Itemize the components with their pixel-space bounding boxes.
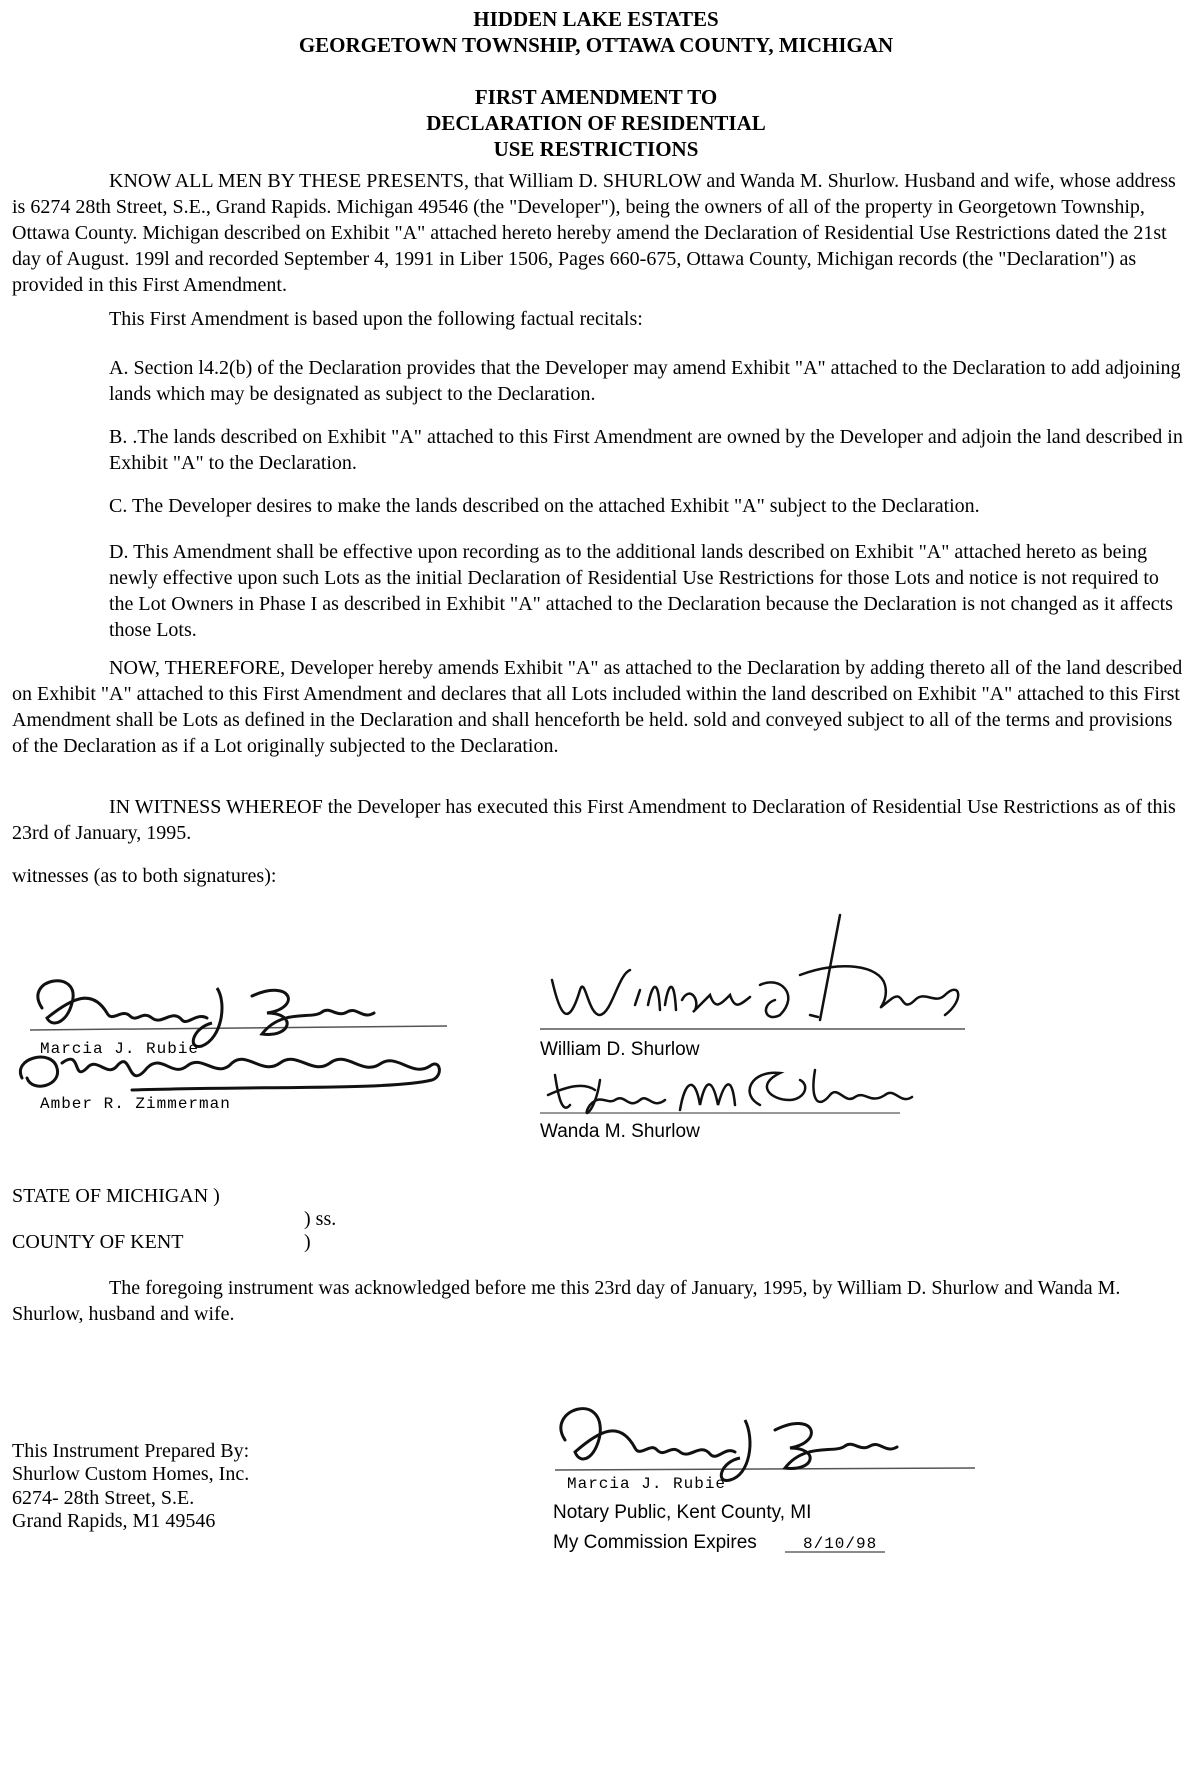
recitals-intro: This First Amendment is based upon the following factual recitals: bbox=[109, 308, 643, 330]
in-witness-paragraph: IN WITNESS WHEREOF the Developer has executed this First Amendment to Declaration of Residential Use Restrictions as of this 23rd of January, 1995. bbox=[12, 796, 1176, 844]
notary-signature-stamp bbox=[545, 1380, 1105, 1580]
owner-1-printed-name: William D. Shurlow bbox=[540, 1039, 700, 1060]
prepared-by-label: This Instrument Prepared By: bbox=[12, 1440, 250, 1462]
prepared-by-company: Shurlow Custom Homes, Inc. bbox=[12, 1463, 250, 1485]
header-line-4: DECLARATION OF RESIDENTIAL bbox=[426, 111, 766, 135]
witness-1-typed-name: Marcia J. Rubie bbox=[40, 1040, 200, 1058]
recital-c: C. The Developer desires to make the lands described on the attached Exhibit "A" subject to the Declaration. bbox=[109, 495, 980, 517]
document-header bbox=[0, 6, 1192, 162]
recital-d: D. This Amendment shall be effective upon recording as to the additional lands described on Exhibit "A" attached hereto as being newly effective upon such Lots as the initial Declaration of Residential Use Restrictions for those Lots and notice is not required to the Lot Owners in Phase I as described in Exhibit "A" attached to the Declaration because the Declaration is not changed as it affects those Lots. bbox=[109, 541, 1173, 641]
acknowledgment-paragraph: The foregoing instrument was acknowledged before me this 23rd day of January, 1995, by William D. Shurlow and Wanda M. Shurlow, husband and wife. bbox=[12, 1277, 1121, 1325]
witness-signatures bbox=[12, 968, 512, 1133]
owner-signatures bbox=[540, 905, 980, 1145]
notary-commission-date: 8/10/98 bbox=[803, 1535, 878, 1553]
prepared-by-city: Grand Rapids, M1 49546 bbox=[12, 1510, 216, 1532]
notary-typed-name: Marcia J. Rubie bbox=[567, 1475, 727, 1493]
recital-b: B. .The lands described on Exhibit "A" attached to this First Amendment are owned by the Developer and adjoin the land described in Exhibit "A" to the Declaration. bbox=[109, 426, 1183, 474]
witness-2-typed-name: Amber R. Zimmerman bbox=[40, 1095, 231, 1113]
intro-paragraph: KNOW ALL MEN BY THESE PRESENTS, that William D. SHURLOW and Wanda M. Shurlow. Husband and wife, whose address is 6274 28th Street, S.E., Grand Rapids. Michigan 49546 (the "Developer"), being the owners of all of the property in Georgetown Township, Ottawa County. Michigan described on Exhibit "A" attached hereto hereby amend the Declaration of Residential Use Restrictions dated the 21st day of August. 199l and recorded September 4, 1991 in Liber 1506, Pages 660-675, Ottawa County, Michigan records (the "Declaration") as provided in this First Amendment. bbox=[12, 170, 1176, 296]
notary-title: Notary Public, Kent County, MI bbox=[553, 1502, 812, 1523]
witnesses-label: witnesses (as to both signatures): bbox=[12, 865, 277, 887]
venue-county: COUNTY OF KENT bbox=[12, 1231, 184, 1253]
venue-state: STATE OF MICHIGAN ) bbox=[12, 1185, 220, 1207]
now-therefore-paragraph: NOW, THEREFORE, Developer hereby amends Exhibit "A" as attached to the Declaration by adding thereto all of the land described on Exhibit "A" attached to this First Amendment and declares that all Lots included within the land described on Exhibit "A" attached to this First Amendment shall be Lots as defined in the Declaration and shall henceforth be held. sold and conveyed subject to all of the terms and provisions of the Declaration as if a Lot originally subjected to the Declaration. bbox=[12, 657, 1183, 757]
header-line-3: FIRST AMENDMENT TO bbox=[474, 85, 718, 109]
witness-handwriting-signature bbox=[12, 968, 512, 1133]
venue-county-paren: ) bbox=[304, 1231, 311, 1253]
header-line-2: GEORGETOWN TOWNSHIP, OTTAWA COUNTY, MICHIGAN bbox=[298, 33, 894, 57]
notary-block bbox=[545, 1380, 1105, 1580]
venue-ss: ) ss. bbox=[304, 1208, 337, 1230]
header-line-5: USE RESTRICTIONS bbox=[493, 137, 699, 161]
prepared-by-street: 6274- 28th Street, S.E. bbox=[12, 1487, 195, 1509]
header-line-1: HIDDEN LAKE ESTATES bbox=[473, 7, 719, 31]
owner-handwriting-signatures bbox=[540, 905, 980, 1145]
owner-2-printed-name: Wanda M. Shurlow bbox=[540, 1121, 700, 1142]
notary-commission-label: My Commission Expires bbox=[553, 1532, 757, 1553]
recital-a: A. Section l4.2(b) of the Declaration provides that the Developer may amend Exhibit "A" attached to the Declaration to add adjoining lands which may be designated as subject to the Declaration. bbox=[109, 357, 1181, 405]
